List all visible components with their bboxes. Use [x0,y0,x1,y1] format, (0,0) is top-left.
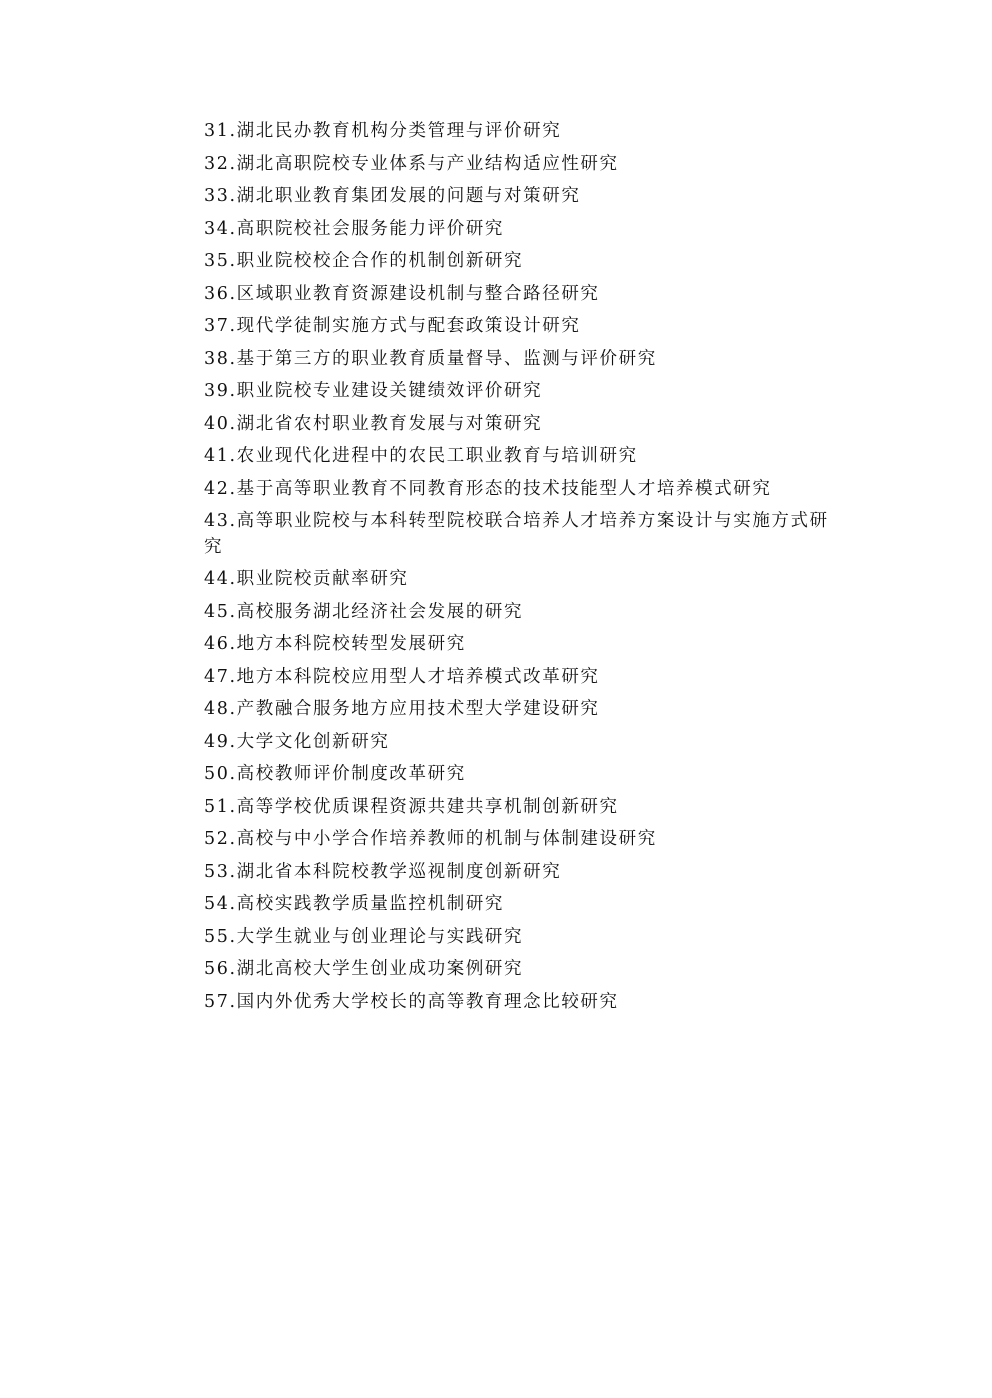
document-page [204,118,844,1021]
list-item: 53.湖北省本科院校教学巡视制度创新研究 [204,861,562,882]
list-item: 36.区域职业教育资源建设机制与整合路径研究 [204,283,600,304]
list-item: 35.职业院校校企合作的机制创新研究 [204,251,524,271]
research-topic-list [204,118,844,1015]
list-item: 43.高等职业院校与本科转型院校联合培养人才培养方案设计与实施方式研究 [204,511,829,557]
list-item: 51.高等学校优质课程资源共建共享机制创新研究 [204,796,619,817]
list-item: 44.职业院校贡献率研究 [204,569,409,589]
list-item: 41.农业现代化进程中的农民工职业教育与培训研究 [204,446,638,466]
list-item: 52.高校与中小学合作培养教师的机制与体制建设研究 [204,829,657,849]
list-item: 34.高职院校社会服务能力评价研究 [204,218,505,239]
list-item: 47.地方本科院校应用型人才培养模式改革研究 [204,666,600,687]
list-item: 45.高校服务湖北经济社会发展的研究 [204,601,524,622]
list-item: 49.大学文化创新研究 [204,731,390,752]
list-item: 39.职业院校专业建设关键绩效评价研究 [204,381,543,401]
list-item: 46.地方本科院校转型发展研究 [204,634,466,654]
list-item: 57.国内外优秀大学校长的高等教育理念比较研究 [204,991,619,1012]
list-item: 42.基于高等职业教育不同教育形态的技术技能型人才培养模式研究 [204,478,772,499]
list-item: 37.现代学徒制实施方式与配套政策设计研究 [204,316,581,336]
list-item: 38.基于第三方的职业教育质量督导、监测与评价研究 [204,348,657,369]
list-item: 56.湖北高校大学生创业成功案例研究 [204,959,524,979]
list-item: 55.大学生就业与创业理论与实践研究 [204,926,524,947]
list-item: 48.产教融合服务地方应用技术型大学建设研究 [204,699,600,719]
list-item: 32.湖北高职院校专业体系与产业结构适应性研究 [204,153,619,174]
list-item: 54.高校实践教学质量监控机制研究 [204,894,505,914]
list-item: 50.高校教师评价制度改革研究 [204,764,466,784]
list-item: 31.湖北民办教育机构分类管理与评价研究 [204,121,562,141]
list-item: 40.湖北省农村职业教育发展与对策研究 [204,413,543,434]
list-item: 33.湖北职业教育集团发展的问题与对策研究 [204,186,581,206]
